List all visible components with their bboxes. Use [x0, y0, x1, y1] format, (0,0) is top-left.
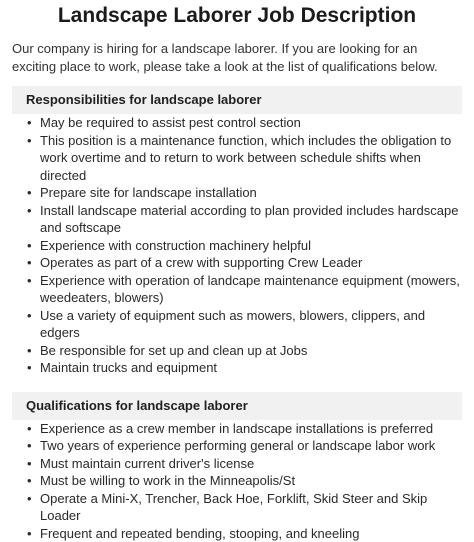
list-item: [40, 202, 462, 237]
list-item-text: Experience with operation of landcape maintenance equipment (mowers, weedeaters, blowers): [40, 273, 460, 306]
list-item: [40, 307, 462, 342]
list-item-text: Frequent and repeated bending, stooping, and kneeling: [40, 526, 359, 541]
list-item: [40, 525, 462, 542]
list-item-text: Experience with construction machinery helpful: [40, 238, 311, 253]
list-item: [40, 184, 462, 202]
list-item: [40, 254, 462, 272]
qualifications-list: [12, 420, 462, 542]
list-item-text: Prepare site for landscape installation: [40, 185, 257, 200]
bullet-icon: •: [27, 254, 32, 272]
bullet-icon: •: [27, 202, 32, 220]
list-item-text: Must maintain current driver's license: [40, 456, 254, 471]
list-item-text: Two years of experience performing general or landscape labor work: [40, 438, 435, 453]
list-item-text: Must be willing to work in the Minneapolis/St: [40, 473, 295, 488]
list-item-text: Experience as a crew member in landscape installations is preferred: [40, 421, 433, 436]
list-item: [40, 455, 462, 473]
list-item-text: This position is a maintenance function, which includes the obligation to work overtime and to return to work between schedule shifts when directed: [40, 133, 451, 183]
list-item: [40, 490, 462, 525]
list-item-text: May be required to assist pest control section: [40, 115, 301, 130]
list-item: [40, 132, 462, 185]
responsibilities-list: [12, 114, 462, 377]
bullet-icon: •: [27, 437, 32, 455]
list-item: [40, 359, 462, 377]
bullet-icon: •: [27, 184, 32, 202]
list-item-text: Be responsible for set up and clean up at Jobs: [40, 343, 307, 358]
list-item-text: Operate a Mini-X, Trencher, Back Hoe, Forklift, Skid Steer and Skip Loader: [40, 491, 427, 524]
bullet-icon: •: [27, 359, 32, 377]
list-item-text: Operates as part of a crew with supporting Crew Leader: [40, 255, 362, 270]
list-item: [40, 237, 462, 255]
bullet-icon: •: [27, 490, 32, 508]
bullet-icon: •: [27, 525, 32, 542]
qualifications-heading: Qualifications for landscape laborer: [12, 392, 462, 420]
list-item: [40, 342, 462, 360]
intro-paragraph: Our company is hiring for a landscape laborer. If you are looking for an exciting place to work, please take a look at the list of qualifications below.: [12, 40, 462, 76]
bullet-icon: •: [27, 455, 32, 473]
list-item-text: Install landscape material according to plan provided includes hardscape and softscape: [40, 203, 458, 236]
bullet-icon: •: [27, 272, 32, 290]
page-title: Landscape Laborer Job Description: [12, 0, 462, 27]
bullet-icon: •: [27, 342, 32, 360]
bullet-icon: •: [27, 307, 32, 325]
list-item-text: Use a variety of equipment such as mowers, blowers, clippers, and edgers: [40, 308, 425, 341]
responsibilities-heading: Responsibilities for landscape laborer: [12, 86, 462, 114]
list-item: [40, 114, 462, 132]
list-item: [40, 272, 462, 307]
bullet-icon: •: [27, 472, 32, 490]
bullet-icon: •: [27, 237, 32, 255]
list-item-text: Maintain trucks and equipment: [40, 360, 217, 375]
list-item: [40, 472, 462, 490]
list-item: [40, 437, 462, 455]
list-item: [40, 420, 462, 438]
bullet-icon: •: [27, 114, 32, 132]
bullet-icon: •: [27, 420, 32, 438]
bullet-icon: •: [27, 132, 32, 150]
